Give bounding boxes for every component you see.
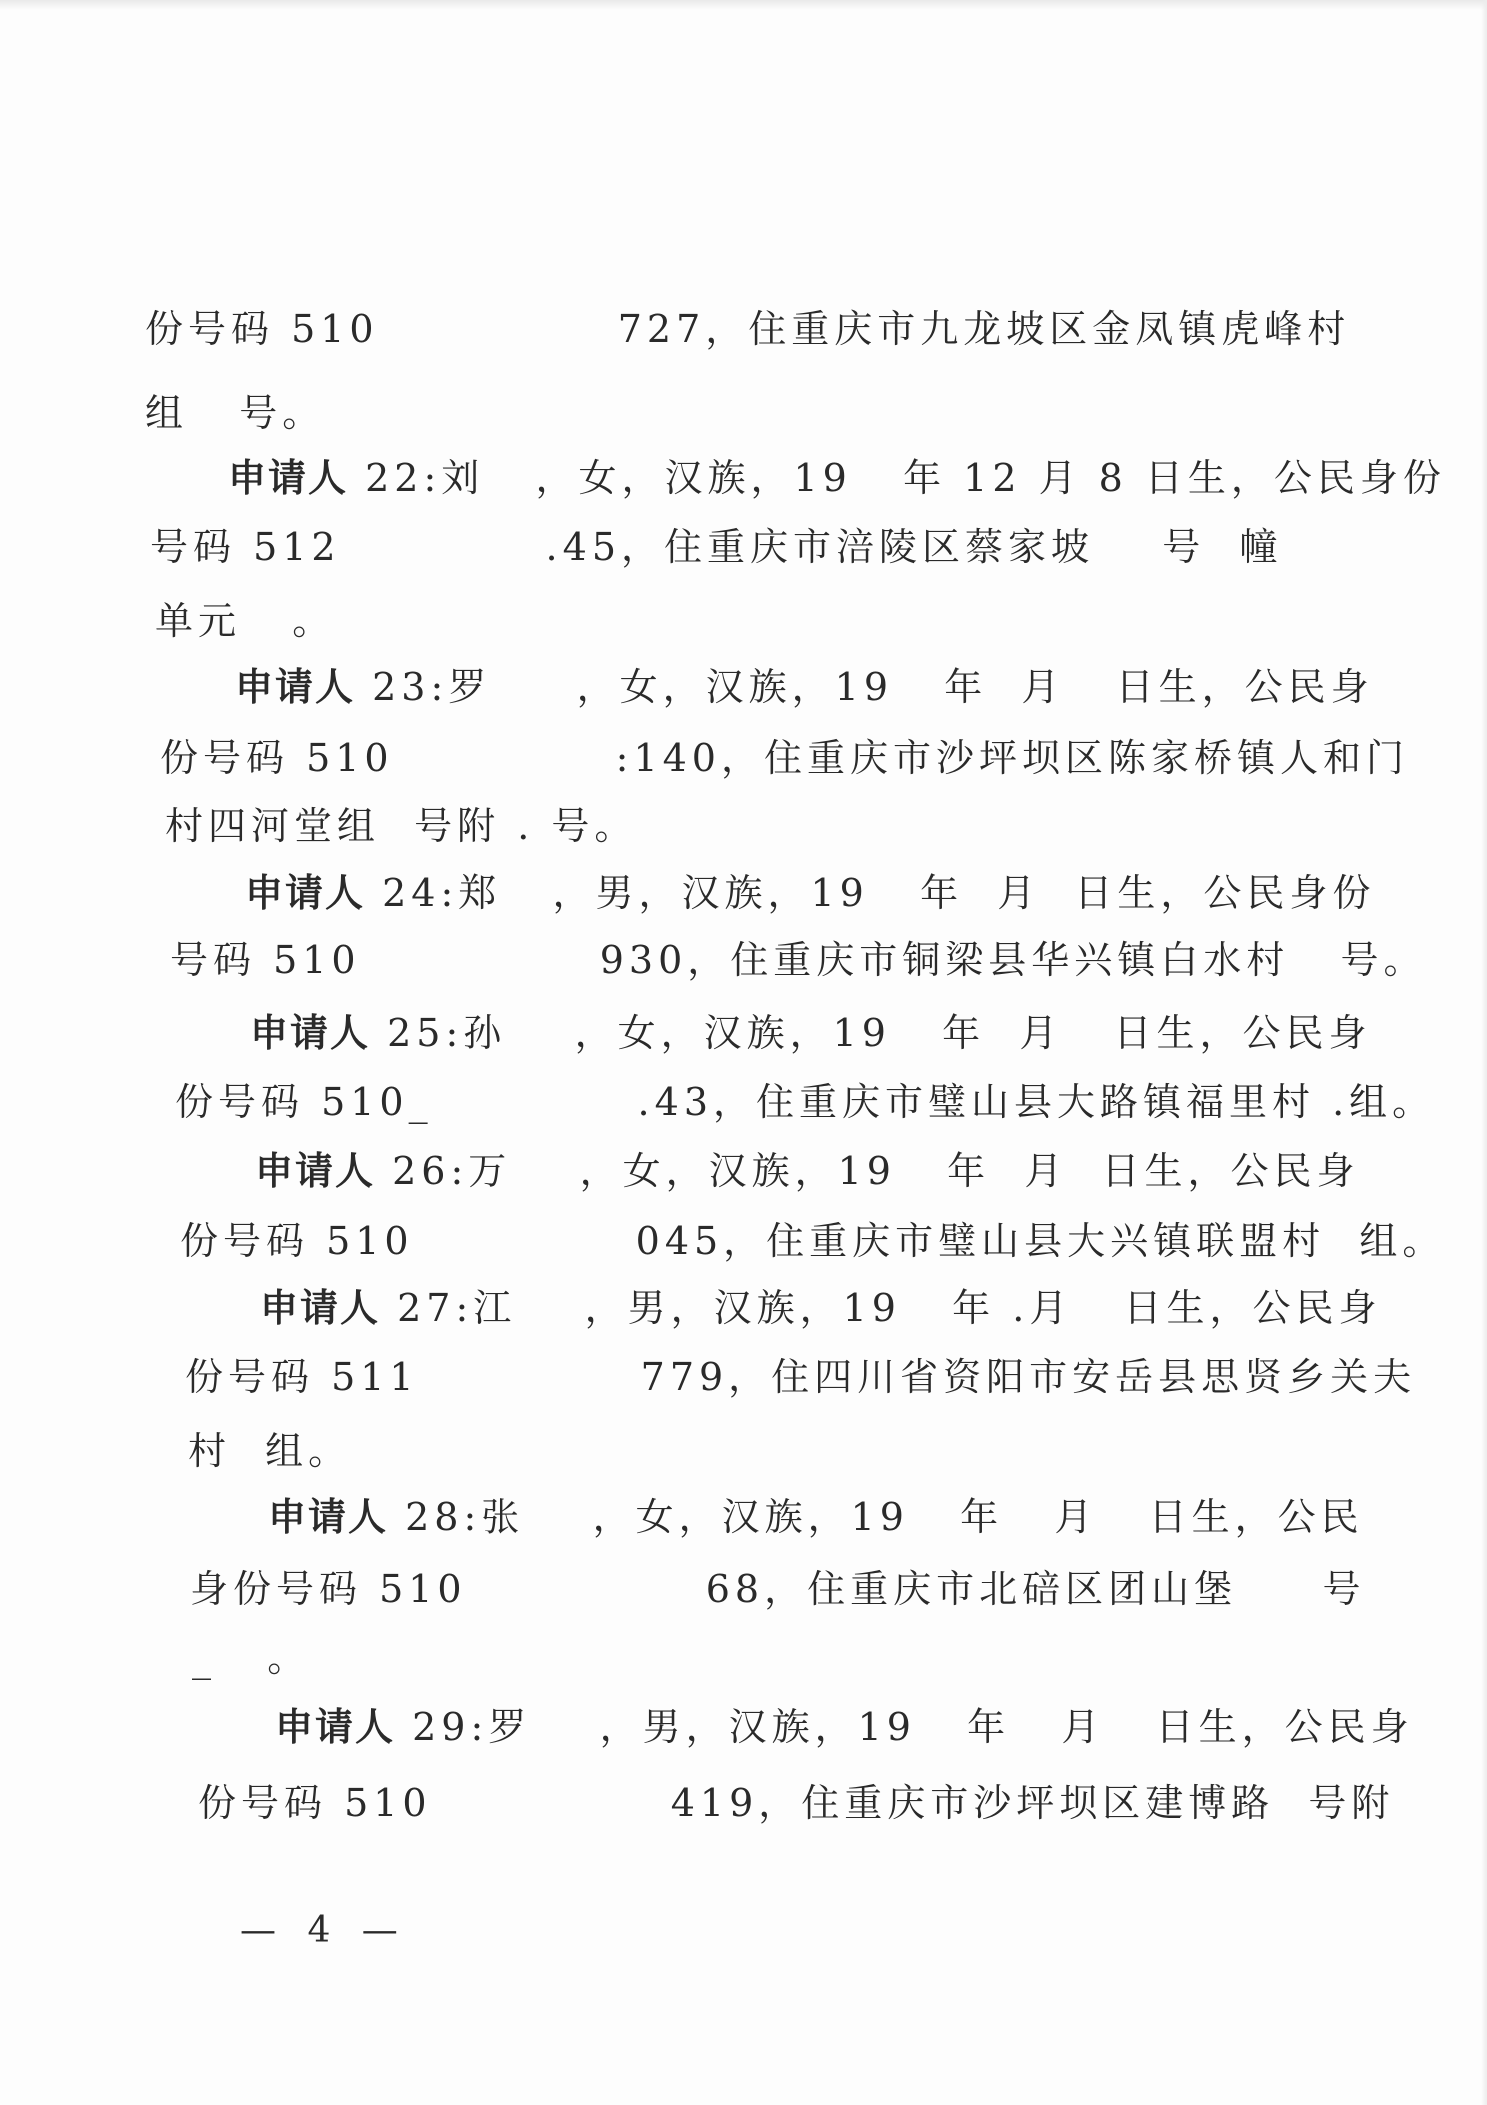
text-line-10: 号码 510 930，住重庆市铜梁县华兴镇白水村 号。 (170, 938, 1427, 982)
applicant-26-line: 申请人 26:万 ，女，汉族，19 年 月 日生，公民身 (255, 1149, 1360, 1193)
page-number: — 4 — (240, 1910, 408, 1951)
applicant-label: 申请人 (228, 456, 349, 500)
text-line-16: 份号码 511 779，住四川省资阳市安岳县思贤乡关夫 (185, 1355, 1417, 1399)
applicant-label: 申请人 (245, 871, 366, 915)
scan-shadow-right (1481, 0, 1487, 2105)
applicant-28-line: 申请人 28:张 ，女，汉族，19 年 月 日生，公民 (268, 1495, 1364, 1539)
text-line-1: 份号码 510 727，住重庆市九龙坡区金凤镇虎峰村 (145, 307, 1351, 351)
text-line-12: 份号码 510_ .43，住重庆市璧山县大路镇福里村 .组。 (175, 1080, 1436, 1124)
applicant-label: 申请人 (275, 1705, 396, 1749)
applicant-24-line: 申请人 24:郑 ，男，汉族，19 年 月 日生，公民身份 (245, 871, 1376, 915)
text-line-7: 份号码 510 :140，住重庆市沙坪坝区陈家桥镇人和门 (160, 736, 1409, 780)
applicant-label: 申请人 (260, 1286, 381, 1330)
text-line-2: 组 号。 (145, 391, 326, 435)
applicant-label: 申请人 (268, 1495, 389, 1539)
applicant-label: 申请人 (235, 665, 356, 709)
applicant-29-line: 申请人 29:罗 ，男，汉族，19 年 月 日生，公民身 (275, 1705, 1414, 1749)
text-line-17: 村 组。 (188, 1429, 352, 1473)
applicant-label: 申请人 (250, 1011, 371, 1055)
text-line-22: 份号码 510 419，住重庆市沙坪坝区建博路 号附 (198, 1781, 1395, 1825)
scan-shadow-top (0, 0, 1487, 10)
text-line-8: 村四河堂组 号附 . 号。 (165, 804, 638, 848)
applicant-27-line: 申请人 27:江 ，男，汉族，19 年 .月 日生，公民身 (260, 1286, 1382, 1330)
applicant-23-line: 申请人 23:罗 ，女，汉族，19 年 月 日生，公民身 (235, 665, 1374, 709)
text-line-5: 单元 。 (155, 599, 336, 643)
text-line-19: 身份号码 510 68，住重庆市北碚区团山堡 号 (190, 1567, 1366, 1611)
text-line-4: 号码 512 .45，住重庆市涪陵区蔡家坡 号 幢 (150, 525, 1283, 569)
applicant-22-line: 申请人 22:刘 ，女，汉族，19 年 12 月 8 日生，公民身份 (228, 456, 1446, 500)
applicant-label: 申请人 (255, 1149, 376, 1193)
text-line-20: _ 。 (192, 1636, 311, 1680)
applicant-25-line: 申请人 25:孙 ，女，汉族，19 年 月 日生，公民身 (250, 1011, 1372, 1055)
text-line-14: 份号码 510 045，住重庆市璧山县大兴镇联盟村 组。 (180, 1219, 1446, 1263)
